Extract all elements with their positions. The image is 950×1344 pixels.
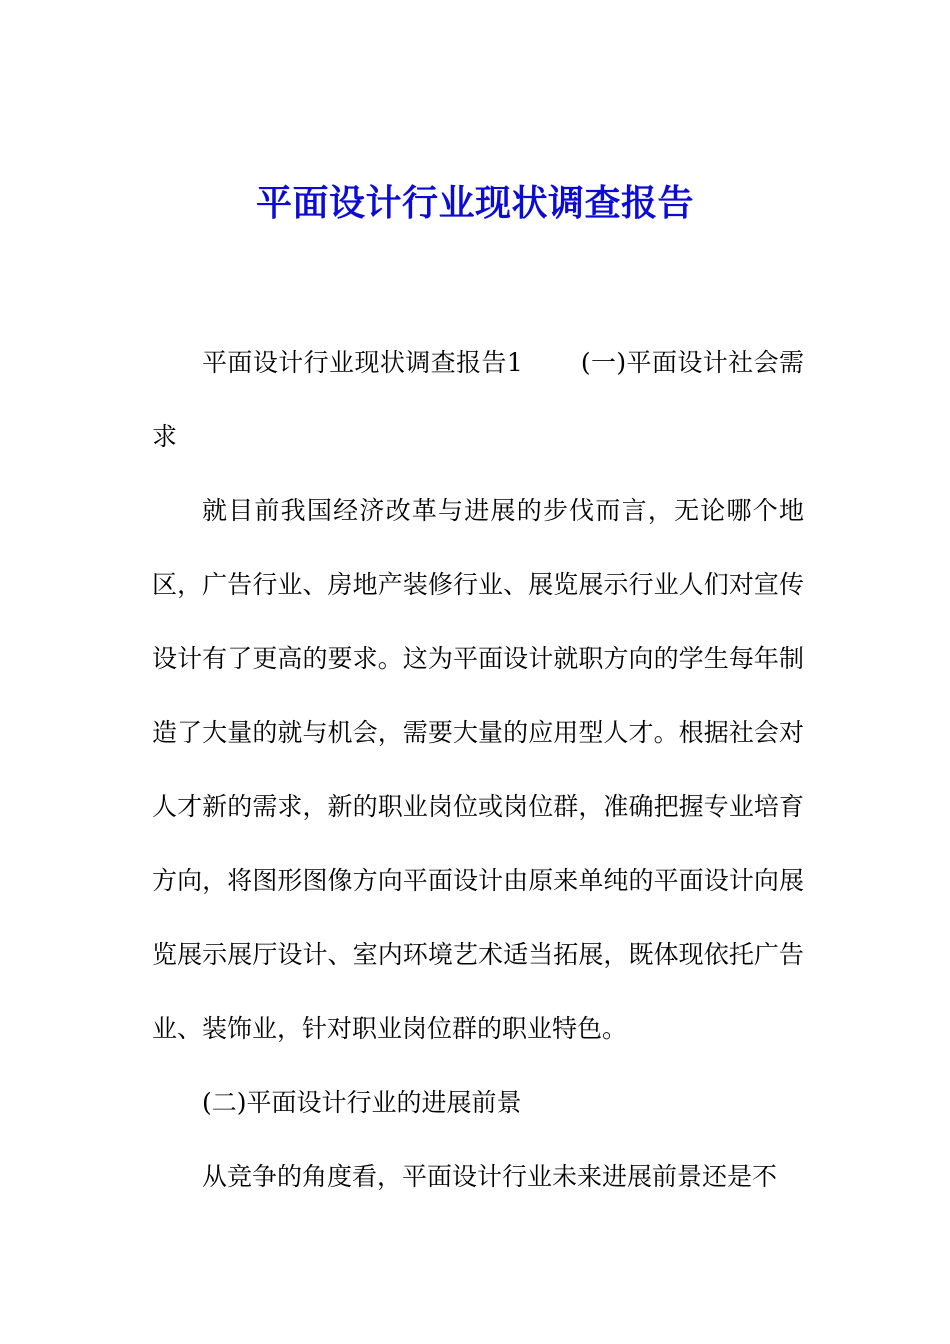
section-heading-prospects: (二)平面设计行业的进展前景 [202,1088,522,1117]
section-heading-social-demand: (一)平面设计社会需求 [152,348,804,451]
section-heading-line [152,326,804,474]
report-subtitle: 平面设计行业现状调查报告1 [202,348,523,377]
paragraph-social-demand: 就目前我国经济改革与进展的步伐而言，无论哪个地区，广告行业、房地产装修行业、展览展示行业人们对宣传设计有了更高的要求。这为平面设计就职方向的学生每年制造了大量的就与机会，需要大量的应用型人才。根据社会对人才新的需求，新的职业岗位或岗位群，准确把握专业培育方向，将图形图像方向平面设计由原来单纯的平面设计向展览展示展厅设计、室内环境艺术适当拓展，既体现依托广告业、装饰业，针对职业岗位群的职业特色。 [152,496,804,1043]
document-body [152,326,804,1214]
document-title: 平面设计行业现状调查报告 [255,182,694,224]
paragraph-competition: 从竞争的角度看，平面设计行业未来进展前景还是不 [202,1162,778,1191]
